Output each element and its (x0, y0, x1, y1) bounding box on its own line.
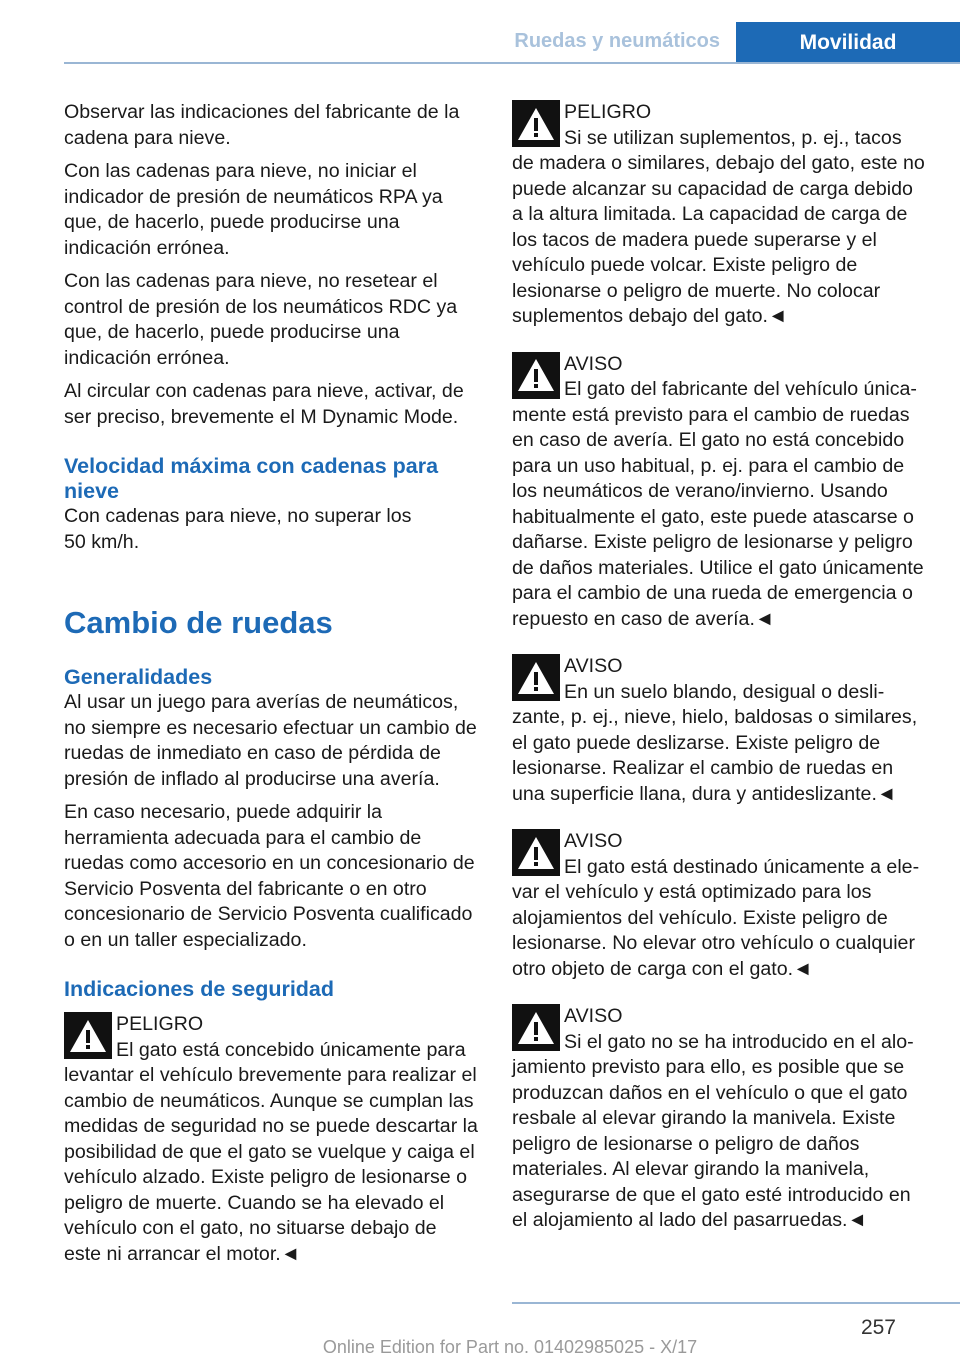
paragraph: Con cadenas para nieve, no superar los 50 km/h. (64, 505, 412, 553)
warning-title: AVISO (564, 352, 623, 375)
warning-title: AVISO (564, 830, 623, 852)
right-column (512, 100, 926, 1256)
warning-triangle-icon (64, 1012, 112, 1059)
warning-block (512, 829, 926, 982)
warning-first-line: El gato está destinado únicamente a ele- (564, 855, 920, 878)
warning-block (512, 1004, 926, 1234)
page-header (0, 0, 960, 64)
warning-triangle-icon (512, 100, 560, 147)
warning-triangle-icon (512, 1004, 560, 1051)
warning-text: var el vehículo y está optimizado para los alojamientos del vehículo. Existe peligro de lesionarse. No elevar otro vehículo o cualquier otro objeto de carga con el gato.◄ (512, 881, 915, 980)
warning-first-line: Si se utilizan suplementos, p. ej., tacos (564, 126, 902, 149)
warning-title: AVISO (564, 1005, 623, 1027)
paragraph: Con las cadenas para nieve, no resetear el control de presión de los neumáticos RDC ya que, de hacerlo, puede producirse una indicación errónea. (64, 270, 458, 369)
warning-text: levantar el vehículo brevemente para realizar el cambio de neumáticos. Aunque se cumplan las medidas de seguridad no se puede descartar la posibilidad de que el gato se vuelque y caiga el vehículo alzado. Existe peligro de lesionarse o peligro de muerte. Cuando se ha elevado el vehículo con el gato, no situarse debajo de este ni arrancar el motor.◄ (64, 1064, 478, 1265)
header-rule (64, 62, 960, 64)
warning-first-line: El gato está concebido únicamente para (116, 1038, 466, 1061)
warning-text: mente está previsto para el cambio de ruedas en caso de avería. El gato no está concebido para un uso habitual, p. ej. para el cambio de los neumáticos de verano/invierno. Usando habitualmente el gato, este puede atascarse o dañarse. Existe peligro de lesionarse y peligro de daños materiales. Utilice el gato únicamente para el cambio de una rueda de emergencia o repuesto en caso de avería.◄ (512, 403, 924, 630)
warning-block (512, 352, 926, 633)
warning-block (512, 654, 926, 807)
paragraph: Observar las indicaciones del fabricante de la cadena para nieve. (64, 101, 460, 149)
warning-first-line: El gato del fabricante del vehículo única- (564, 378, 917, 400)
safety-heading: Indicaciones de seguridad (64, 977, 335, 1001)
footer-rule (512, 1302, 960, 1304)
warning-text: de madera o similares, debajo del gato, este no puede alcanzar su capacidad de carga debido a la altura limitada. La capacidad de carga de los tacos de madera puede superarse y el vehículo puede volcar. Existe peligro de lesionarse o peligro de muerte. No colocar suplementos debajo del gato.◄ (512, 152, 925, 327)
warning-triangle-icon (512, 829, 560, 876)
warning-text: zante, p. ej., nieve, hielo, baldosas o similares, el gato puede deslizarse. Existe peligro de lesionarse. Realizar el cambio de ruedas en una superficie llana, dura y antideslizante.◄ (512, 706, 918, 805)
warning-title: AVISO (564, 655, 623, 677)
warning-title: PELIGRO (564, 101, 652, 123)
warning-triangle-icon (512, 654, 560, 701)
warning-block (512, 100, 926, 330)
warning-title: PELIGRO (116, 1013, 204, 1035)
speed-heading: Velocidad máxima con cadenas para nieve (64, 454, 439, 503)
header-section-title: Ruedas y neumáticos (514, 30, 720, 52)
warning-block (64, 1012, 478, 1267)
general-heading: Generalidades (64, 665, 213, 689)
header-chapter-tab: Movilidad (736, 22, 960, 64)
chapter-title: Cambio de ruedas (64, 605, 333, 640)
edition-footer: Online Edition for Part no. 01402985025 - X/17 (322, 1337, 698, 1357)
warning-first-line: En un suelo blando, desigual o desli- (564, 680, 885, 703)
paragraph: Al usar un juego para averías de neumáticos, no siempre es necesario efectuar un cambio de ruedas de inmediato en caso de pérdida de presión de inflado al producirse una avería. (64, 691, 477, 790)
warning-triangle-icon (512, 352, 560, 399)
warning-first-line: Si el gato no se ha introducido en el alo- (564, 1030, 914, 1053)
paragraph: En caso necesario, puede adquirir la herramienta adecuada para el cambio de ruedas como accesorio en un concesionario de Servicio Posventa del fabricante o en otro concesionario de Servicio Posventa cualificado o en un taller especializado. (64, 801, 475, 951)
page-number: 257 (860, 1316, 896, 1339)
warning-text: jamiento previsto para ello, es posible que se produzcan daños en el vehículo o que el gato resbale al elevar girando la manivela. Existe peligro de lesionarse o peligro de daños materiales. Al elevar girando la manivela, asegurarse de que el gato esté introducido en el alojamiento al lado del pasarruedas.◄ (512, 1056, 911, 1231)
paragraph: Con las cadenas para nieve, no iniciar el indicador de presión de neumáticos RPA ya que, de hacerlo, puede producirse una indicación errónea. (64, 160, 443, 259)
paragraph: Al circular con cadenas para nieve, activar, de ser preciso, brevemente el M Dynamic Mode. (64, 380, 464, 428)
left-column (64, 100, 478, 1289)
